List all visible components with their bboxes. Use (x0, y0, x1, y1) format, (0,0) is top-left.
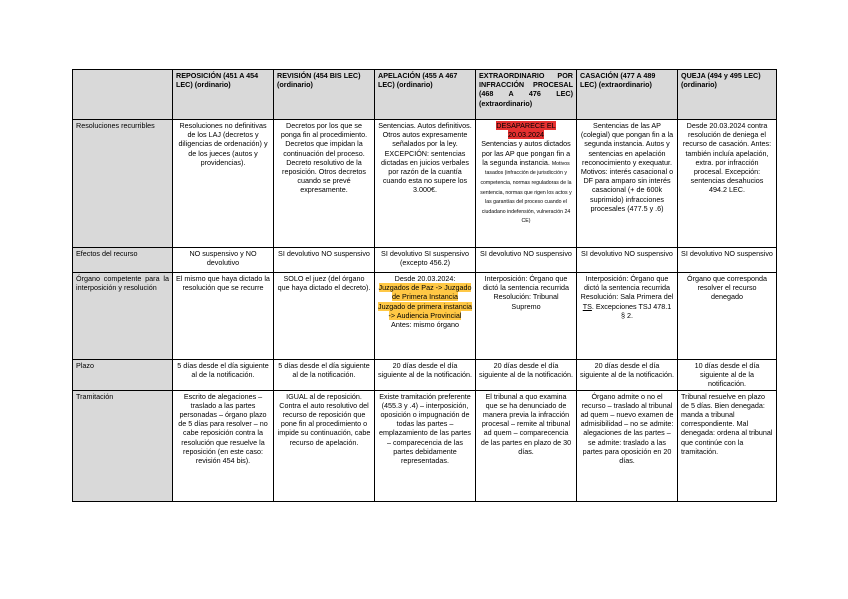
cell-organo-apelacion (375, 273, 476, 360)
cell-efectos-extraordinario: SI devolutivo NO suspensivo (476, 248, 577, 273)
cell-plazo-revision: 5 días desde el día siguiente al de la notificación. (274, 360, 375, 391)
apelacion-highlight-2: Juzgado de primera instancia -> Audiencia Provincial (378, 301, 472, 320)
row-label-plazo: Plazo (73, 360, 173, 391)
apelacion-highlight-1: Juzgados de Paz -> Juzgado de Primera Instancia (378, 283, 472, 302)
row-label-tramitacion: Tramitación (73, 390, 173, 501)
row-label-resoluciones: Resoluciones recurribles (73, 120, 173, 248)
cell-organo-extraordinario: Interposición: Órgano que dictó la sentencia recurrida Resolución: Tribunal Supremo (476, 273, 577, 360)
cell-efectos-queja: SI devolutivo NO suspensivo (678, 248, 777, 273)
cell-resoluciones-reposicion: Resoluciones no definitivas de los LAJ (decretos y diligencias de ordenación) y de los jueces (autos y providencias). (173, 120, 274, 248)
header-casacion: CASACIÓN (477 A 489 LEC) (extraordinario) (577, 70, 678, 120)
cell-resoluciones-queja: Desde 20.03.2024 contra resolución de deniega el recurso de casación. Antes: también incluía apelación, extra. por infracción procesal. Excepción: sentencias desahucios 494.2 LEC. (678, 120, 777, 248)
table-row (73, 360, 777, 391)
cell-plazo-casacion: 20 días desde el día siguiente al de la notificación. (577, 360, 678, 391)
casacion-ts-link: TS (582, 301, 592, 311)
removed-badge: DESAPARECE EL 20.03.2024 (496, 121, 556, 140)
cell-efectos-casacion: SI devolutivo NO suspensivo (577, 248, 678, 273)
cell-tramitacion-reposicion: Escrito de alegaciones – traslado a las partes personadas – órgano plazo de 5 días para resolver – no cabe reposición contra la resolución que resuelve la reposición (en este caso: revisión 454 bis). (173, 390, 274, 501)
cell-resoluciones-revision: Decretos por los que se ponga fin al procedimiento. Decretos que impidan la continuación del proceso. Decreto resolutivo de la reposición. Otros decretos cuando se prevé expresamente. (274, 120, 375, 248)
casacion-organo-exceptions: . Excepciones TSJ 478.1 § 2. (591, 301, 672, 320)
cell-tramitacion-extraordinario: El tribunal a quo examina que se ha denunciado de manera previa la infracción procesal – remite al tribunal ad quem – comparecencia de las partes en plazo de 30 días. (476, 390, 577, 501)
cell-efectos-apelacion: SI devolutivo SI suspensivo (excepto 456.2) (375, 248, 476, 273)
table-row (73, 273, 777, 360)
cell-resoluciones-extraordinario (476, 120, 577, 248)
cell-tramitacion-casacion: Órgano admite o no el recurso – traslado al tribunal ad quem – nuevo examen de admisibilidad – no se admite: alegaciones de las partes – se admite: traslado a las partes para oposición en 20 días. (577, 390, 678, 501)
cell-resoluciones-casacion: Sentencias de las AP (colegial) que pongan fin a la segunda instancia. Autos y sentencias en apelación reconocimiento y exequatur. Motivos: interés casacional o DF para amparo sin interés casacional (+ de 600k suprimido) infracciones procesales (477.5 y .6) (577, 120, 678, 248)
apelacion-before-note: Antes: mismo órgano (391, 320, 459, 330)
cell-organo-reposicion: El mismo que haya dictado la resolución que se recurre (173, 273, 274, 360)
cell-plazo-apelacion: 20 días desde el día siguiente al de la notificación. (375, 360, 476, 391)
comparison-table (72, 69, 777, 502)
extraordinario-note: Motivos tasados (infracción de jurisdicción y competencia, normas reguladoras de la sentencia, normas que rigen los actos y las garantías del proceso cuando el ciudadano indefensión, vulneración 24 CE) (480, 160, 572, 225)
row-label-efectos: Efectos del recurso (73, 248, 173, 273)
header-queja: QUEJA (494 y 495 LEC) (ordinario) (678, 70, 777, 120)
header-empty (73, 70, 173, 120)
cell-efectos-revision: SI devolutivo NO suspensivo (274, 248, 375, 273)
header-revision: REVISIÓN (454 BIS LEC) (ordinario) (274, 70, 375, 120)
cell-plazo-queja: 10 días desde el día siguiente al de la notificación. (678, 360, 777, 391)
cell-efectos-reposicion: NO suspensivo y NO devolutivo (173, 248, 274, 273)
cell-organo-casacion (577, 273, 678, 360)
apelacion-date-note: Desde 20.03.2024: (394, 274, 456, 283)
cell-plazo-reposicion: 5 días desde el día siguiente al de la notificación. (173, 360, 274, 391)
header-apelacion: APELACIÓN (455 A 467 LEC) (ordinario) (375, 70, 476, 120)
header-extraordinario: EXTRAORDINARIO POR INFRACCIÓN PROCESAL (468 A 476 LEC) (extraordinario) (476, 70, 577, 120)
cell-organo-revision: SOLO el juez (del órgano que haya dictado el decreto). (274, 273, 375, 360)
cell-resoluciones-apelacion: Sentencias. Autos definitivos. Otros autos expresamente señalados por la ley. EXCEPCIÓN: sentencias dictadas en juicios verbales por razón de la cuantía cuando esta no supere los 3.000€. (375, 120, 476, 248)
casacion-organo-text: Interposición: Órgano que dictó la sentencia recurrida Resolución: Sala Primera del (580, 274, 674, 302)
cell-plazo-extraordinario: 20 días desde el día siguiente al de la notificación. (476, 360, 577, 391)
cell-organo-queja: Órgano que corresponda resolver el recurso denegado (678, 273, 777, 360)
table-row (73, 120, 777, 248)
cell-tramitacion-queja: Tribunal resuelve en plazo de 5 días. Bien denegada: manda a tribunal correspondiente. Mal denegada: ordena al tribunal que continúe con la tramitación. (678, 390, 777, 501)
extraordinario-text: Sentencias y autos dictados por las AP que pongan fin a la segunda instancia. (481, 139, 571, 167)
header-row (73, 70, 777, 120)
row-label-organo: Órgano competente para la interposición y resolución (73, 273, 173, 360)
header-reposicion: REPOSICIÓN (451 A 454 LEC) (ordinario) (173, 70, 274, 120)
table-row (73, 248, 777, 273)
cell-tramitacion-apelacion: Existe tramitación preferente (455.3 y .4) – interposición, oposición o impugnación de todas las partes – emplazamiento de las partes – comparecencia de las partes debidamente representadas. (375, 390, 476, 501)
cell-tramitacion-revision: IGUAL al de reposición. Contra el auto resolutivo del recurso de reposición que pone fin al procedimiento o impide su continuación, cabe recurso de apelación. (274, 390, 375, 501)
table-row (73, 390, 777, 501)
